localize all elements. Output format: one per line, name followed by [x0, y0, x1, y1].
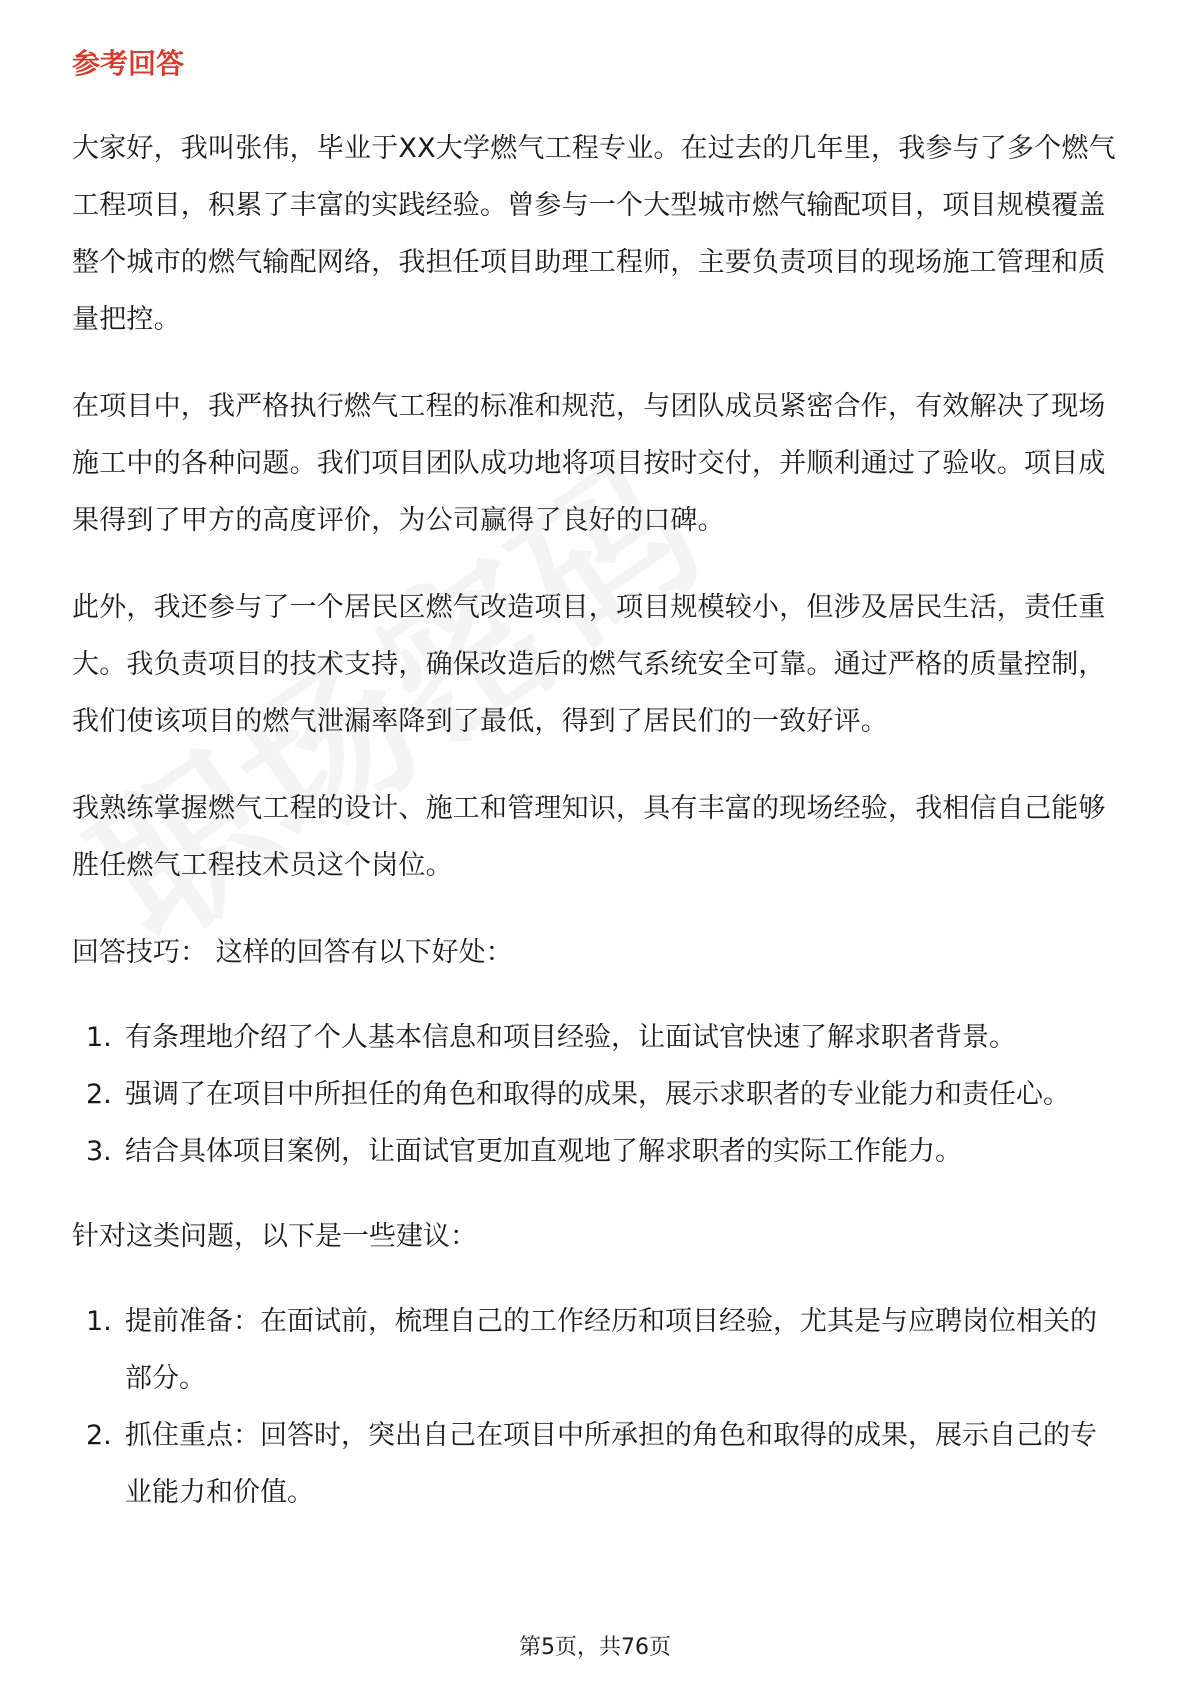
answer-paragraph-2: 在项目中，我严格执行燃气工程的标准和规范，与团队成员紧密合作，有效解决了现场施工中的各种问题。我们项目团队成功地将项目按时交付，并顺利通过了验收。项目成果得到了甲方的高度评价，为公司赢得了良好的口碑。	[72, 391, 1106, 536]
list-text: 结合具体项目案例，让面试官更加直观地了解求职者的实际工作能力。	[125, 1136, 962, 1167]
document-page	[72, 44, 1122, 1549]
list-number: 3.	[86, 1136, 112, 1167]
list-item	[72, 1293, 1122, 1407]
list-number: 1.	[86, 1022, 112, 1053]
list-text: 强调了在项目中所担任的角色和取得的成果，展示求职者的专业能力和责任心。	[125, 1079, 1070, 1110]
list-text: 提前准备：在面试前，梳理自己的工作经历和项目经验，尤其是与应聘岗位相关的部分。	[125, 1306, 1097, 1394]
list-item	[72, 1009, 1122, 1066]
list-number: 2.	[86, 1420, 112, 1451]
list-number: 2.	[86, 1079, 112, 1110]
advice-heading: 针对这类问题，以下是一些建议：	[72, 1221, 477, 1252]
tips-heading: 回答技巧： 这样的回答有以下好处：	[72, 937, 513, 968]
list-text: 有条理地介绍了个人基本信息和项目经验，让面试官快速了解求职者背景。	[125, 1022, 1016, 1053]
list-text: 抓住重点：回答时，突出自己在项目中所承担的角色和取得的成果，展示自己的专业能力和价值。	[125, 1420, 1097, 1508]
advice-list	[72, 1293, 1122, 1521]
tips-list	[72, 1009, 1122, 1180]
list-item	[72, 1123, 1122, 1180]
page-footer: 第5页，共76页	[519, 1635, 671, 1660]
answer-paragraph-1: 大家好，我叫张伟，毕业于XX大学燃气工程专业。在过去的几年里，我参与了多个燃气工程项目，积累了丰富的实践经验。曾参与一个大型城市燃气输配项目，项目规模覆盖整个城市的燃气输配网络，我担任项目助理工程师，主要负责项目的现场施工管理和质量把控。	[72, 133, 1116, 335]
answer-paragraph-4: 我熟练掌握燃气工程的设计、施工和管理知识，具有丰富的现场经验，我相信自己能够胜任燃气工程技术员这个岗位。	[72, 793, 1106, 881]
list-item	[72, 1066, 1122, 1123]
answer-paragraph-3: 此外，我还参与了一个居民区燃气改造项目，项目规模较小，但涉及居民生活，责任重大。我负责项目的技术支持，确保改造后的燃气系统安全可靠。通过严格的质量控制，我们使该项目的燃气泄漏率降到了最低，得到了居民们的一致好评。	[72, 592, 1106, 737]
section-title: 参考回答	[72, 47, 185, 80]
list-number: 1.	[86, 1306, 112, 1337]
list-item	[72, 1407, 1122, 1521]
